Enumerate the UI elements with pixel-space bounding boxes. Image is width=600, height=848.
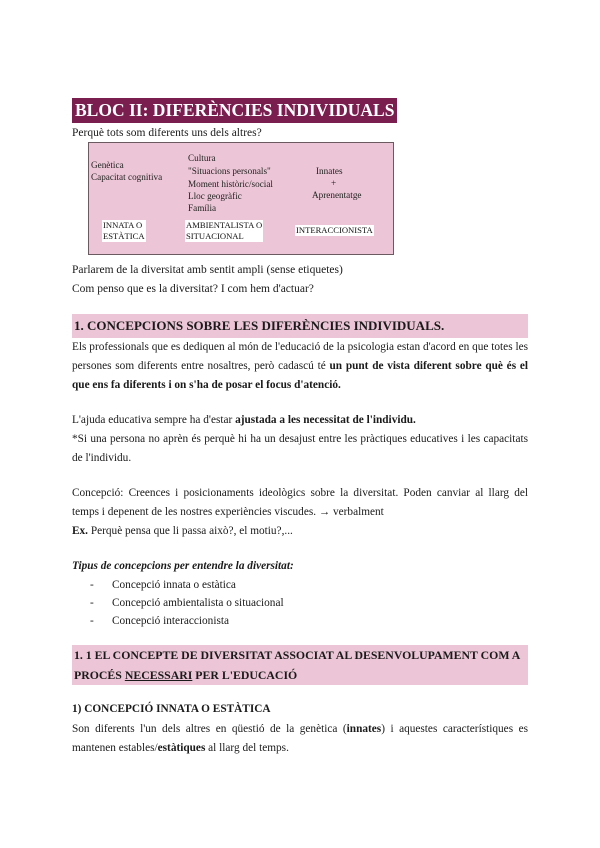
paragraph: Son diferents l'un dels altres en qüestió de la genètica (innates) i aquestes característiques es mantenen estables/estàtiques al llarg del temps. (72, 723, 528, 754)
label-innata: INNATA O ESTÀTICA (103, 220, 145, 241)
section-heading: 1. 1 EL CONCEPTE DE DIVERSITAT ASSOCIAT AL DESENVOLUPAMENT COM A PROCÉS NECESSARI PER L'EDUCACIÓ (72, 645, 528, 685)
intro-line: Com penso que es la diversitat? I com hem d'actuar? (72, 283, 314, 295)
col1-item: Capacitat cognitiva (91, 172, 163, 182)
section-heading: 1. CONCEPCIONS SOBRE LES DIFERÈNCIES INDIVIDUALS. (72, 314, 528, 338)
col2-item: Cultura (188, 153, 216, 163)
paragraph: Concepció: Creences i posicionaments ideològics sobre la diversitat. Poden canviar al llarg del temps i depenent de les nostres experiències viscudes. → verbalment (72, 487, 528, 518)
col3-item: Aprenentatge (312, 190, 362, 200)
intro-line: Parlarem de la diversitat amb sentit ampli (sense etiquetes) (72, 264, 343, 276)
types-heading: Tipus de concepcions per entendre la diversitat: (72, 560, 294, 572)
list-item: - Concepció interaccionista (90, 615, 230, 627)
col2-item: Lloc geogràfic (188, 191, 242, 201)
list-item: - Concepció ambientalista o situacional (90, 597, 284, 609)
col2-item: "Situacions personals" (188, 166, 271, 176)
paragraph: L'ajuda educativa sempre ha d'estar ajustada a les necessitat de l'individu. (72, 414, 416, 426)
concepts-diagram (88, 142, 394, 255)
col2-item: Moment històric/social (188, 179, 273, 189)
label-ambientalista: AMBIENTALISTA O SITUACIONAL (186, 220, 263, 241)
col3-item: + (331, 178, 337, 188)
paragraph: Els professionals que es dediquen al món de l'educació de la psicologia estan d'acord en que totes les persones som diferents entre nosaltres, però cadascú té un punt de vista diferent sobre què és el que ens fa diferents i on s'ha de posar el focus d'atenció. (72, 341, 528, 391)
paragraph: Ex. Perquè pensa que li passa això?, el motiu?,... (72, 525, 293, 537)
subsection-heading: 1) CONCEPCIÓ INNATA O ESTÀTICA (72, 703, 271, 715)
col1-item: Genètica (91, 160, 124, 170)
list-item: - Concepció innata o estàtica (90, 579, 236, 591)
label-interaccionista: INTERACCIONISTA (296, 225, 373, 235)
col3-item: Innates (316, 166, 343, 176)
subtitle: Perquè tots som diferents uns dels altres? (72, 127, 262, 139)
col2-item: Família (188, 203, 217, 213)
page-title: BLOC II: DIFERÈNCIES INDIVIDUALS (72, 98, 397, 123)
paragraph: *Si una persona no aprèn és perquè hi ha un desajust entre les pràctiques educatives i les capacitats de l'individu. (72, 433, 528, 464)
